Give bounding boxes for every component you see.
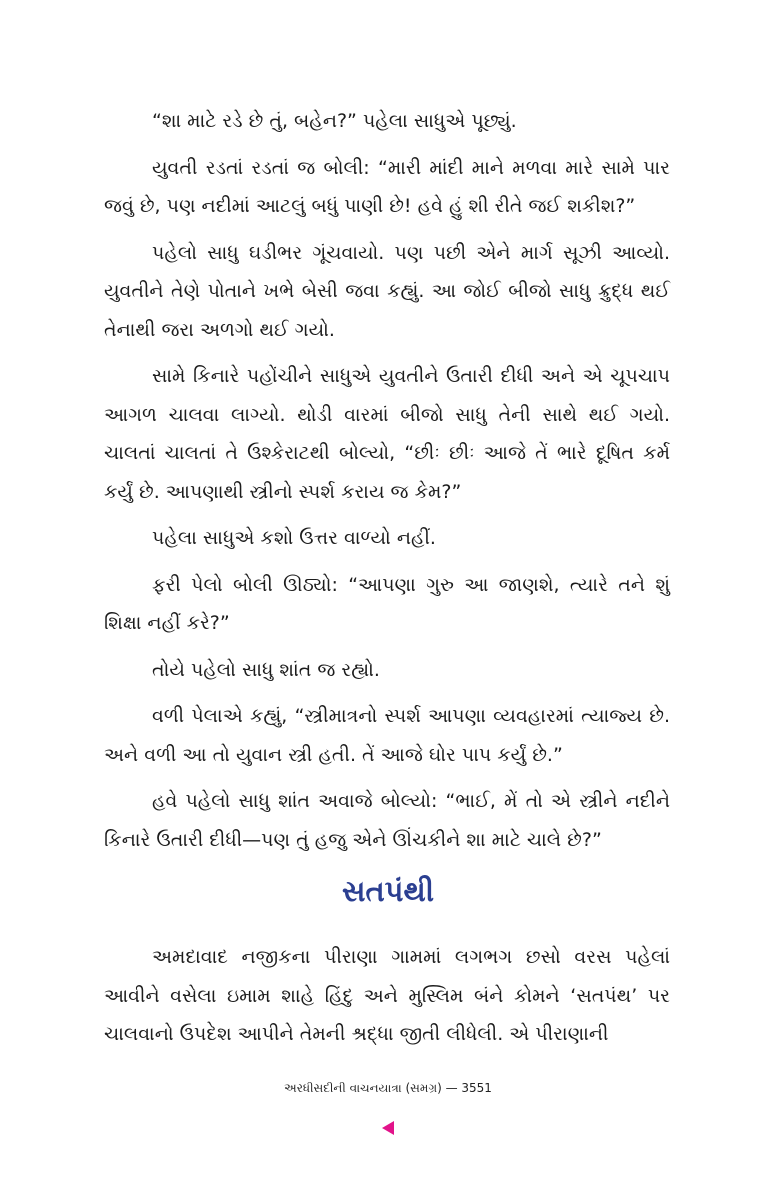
section-title: સતપંથી [341, 874, 435, 908]
paragraph: યુવતી રડતાં રડતાં જ બોલી: “મારી માંદી માને મળવા મારે સામે પાર જવું છે, પણ નદીમાં આટલું બધું પાણી છે! હવે હું શી રીતે જઈ શકીશ?” [104, 156, 670, 217]
paragraph: અમદાવાદ નજીકના પીરાણા ગામમાં લગભગ છસો વરસ પહેલાં આવીને વસેલા ઇમામ શાહે હિંદુ અને મુસ્લિમ બંને કોમને ‘સતપંથ’ પર ચાલવાનો ઉપદેશ આપીને તેમની શ્રદ્ધા જીતી લીધેલી. એ પીરાણાની [104, 946, 670, 1045]
triangle-left-icon[interactable] [382, 1121, 394, 1135]
paragraph: ફરી પેલો બોલી ઊઠ્યો: “આપણા ગુરુ આ જાણશે, ત્યારે તને શું શિક્ષા નહીં કરે?” [104, 573, 670, 634]
paragraph: વળી પેલાએ કહ્યું, “સ્ત્રીમાત્રનો સ્પર્શ આપણા વ્યવહારમાં ત્યાજ્ય છે. અને વળી આ તો યુવાન સ્ત્રી હતી. તેં આજે ઘોર પાપ કર્યું છે.” [104, 705, 670, 766]
page-footer: અરધીસદીની વાચનયાત્રા (સમગ્ર) — 3551 [284, 1081, 492, 1095]
paragraph: પહેલા સાધુએ કશો ઉત્તર વાળ્યો નહીં. [152, 527, 436, 549]
paragraph: “શા માટે રડે છે તું, બહેન?” પહેલા સાધુએ પૂછ્યું. [152, 110, 517, 132]
paragraph: હવે પહેલો સાધુ શાંત અવાજે બોલ્યો: “ભાઈ, મેં તો એ સ્ત્રીને નદીને કિનારે ઉતારી દીધી—પણ તું હજુ એને ઊંચકીને શા માટે ચાલે છે?” [104, 790, 670, 851]
story-text [104, 102, 670, 859]
paragraph: તોયે પહેલો સાધુ શાંત જ રહ્યો. [152, 658, 380, 681]
paragraph: પહેલો સાધુ ઘડીભર ગૂંચવાયો. પણ પછી એને માર્ગ સૂઝી આવ્યો. યુવતીને તેણે પોતાને ખભે બેસી જવા કહ્યું. આ જોઈ બીજો સાધુ ક્રુદ્ધ થઈ તેનાથી જરા અળગો થઈ ગયો. [104, 241, 670, 341]
paragraph: સામે કિનારે પહોંચીને સાધુએ યુવતીને ઉતારી દીધી અને એ ચૂપચાપ આગળ ચાલવા લાગ્યો. થોડી વારમાં બીજો સાધુ તેની સાથે થઈ ગયો. ચાલતાં ચાલતાં તે ઉશ્કેરાટથી બોલ્યો, “છીઃ છીઃ આજે તેં ભારે દૂષિત કર્મ કર્યું છે. આપણાથી સ્ત્રીનો સ્પર્શ કરાય જ કેમ?” [104, 365, 670, 503]
section-text [104, 938, 670, 1054]
